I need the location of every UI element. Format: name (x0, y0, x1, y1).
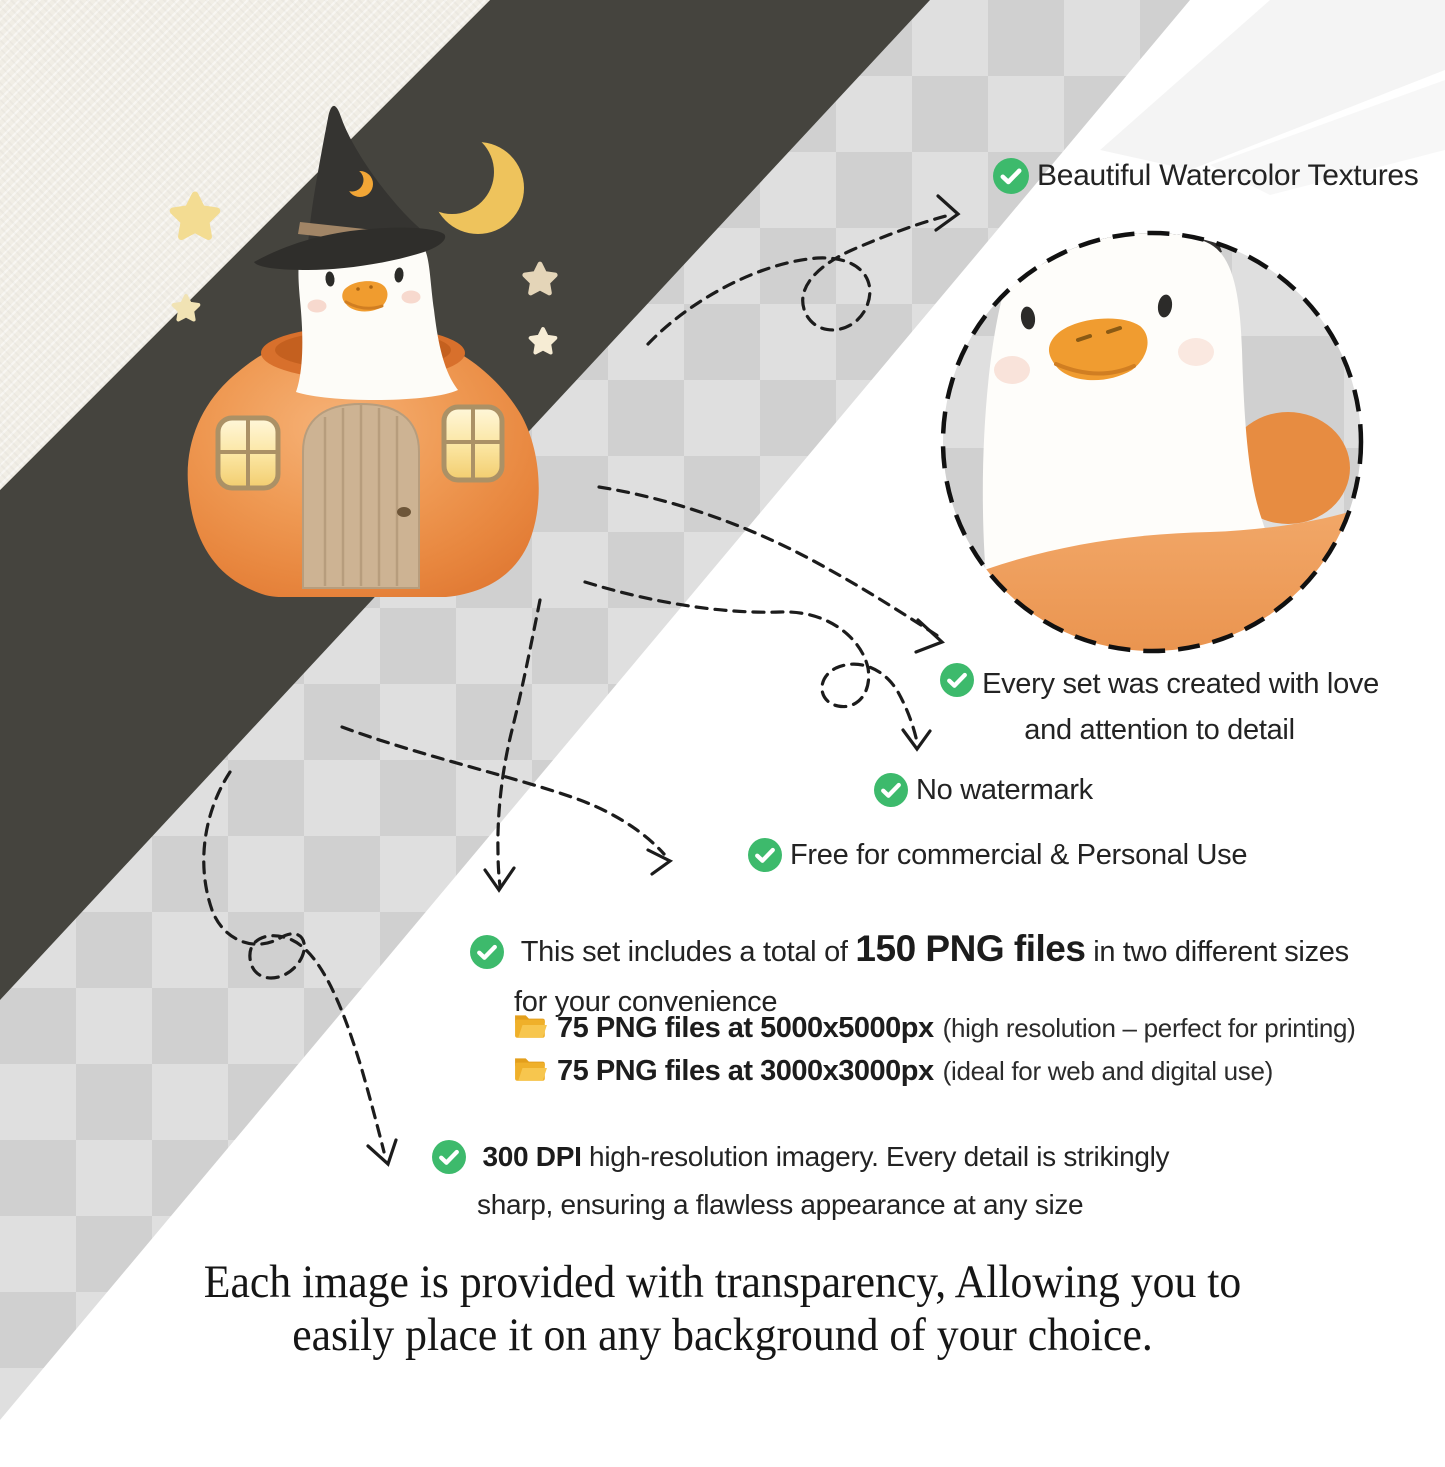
arrow-to-dpi (204, 772, 396, 1164)
dpi-rest: high-resolution imagery. Every detail is strikingly (581, 1141, 1170, 1172)
pumpkin-door (303, 404, 419, 588)
dpi-line2: sharp, ensuring a flawless appearance at any size (477, 1189, 1084, 1220)
arrow-to-textures (648, 196, 958, 344)
includes-line2: for your convenience (514, 986, 778, 1018)
includes-prefix: This set includes a total of (520, 936, 856, 968)
file-size-row (514, 1055, 1273, 1088)
zoom-detail-circle (935, 225, 1378, 707)
includes-suffix: in two different sizes (1085, 936, 1349, 968)
includes-line1 (470, 928, 1349, 977)
feature-label: Free for commercial & Personal Use (790, 838, 1248, 871)
feature-no-watermark (874, 773, 1093, 807)
folder-icon (514, 1012, 548, 1045)
crescent-moon-icon (432, 142, 524, 234)
file-size-note: (high resolution – perfect for printing) (942, 1013, 1356, 1043)
arrow-to-love (599, 487, 942, 652)
arrow-to-includes (485, 600, 540, 890)
feature-label-line1: Every set was created with love (982, 667, 1379, 700)
feature-label: Beautiful Watercolor Textures (1037, 159, 1419, 192)
transparency-note-line2: easily place it on any background of your choice. (292, 1308, 1153, 1361)
file-size-row (514, 1012, 1356, 1045)
file-size-bold: 75 PNG files at 3000x3000px (557, 1055, 934, 1087)
check-icon (432, 1149, 473, 1180)
pumpkin-duck-illustration (173, 106, 555, 597)
arrow-to-watermark (585, 582, 930, 749)
transparency-note (51, 1256, 1395, 1361)
file-size-note: (ideal for web and digital use) (942, 1056, 1273, 1086)
feature-label-line2: and attention to detail (1024, 714, 1295, 746)
check-icon (993, 158, 1029, 194)
file-size-bold: 75 PNG files at 5000x5000px (557, 1012, 934, 1044)
check-icon (748, 838, 782, 872)
door-knob (397, 507, 411, 517)
check-icon (874, 773, 908, 807)
feature-label: No watermark (916, 773, 1093, 806)
dpi-bold: 300 DPI (482, 1141, 582, 1172)
feature-free-use (748, 838, 1247, 872)
feature-watercolor-textures (993, 158, 1418, 194)
dpi-line1 (432, 1140, 1169, 1181)
witch-hat (254, 106, 445, 270)
includes-block (470, 928, 1349, 1019)
check-icon (470, 944, 512, 976)
feature-made-with-love (922, 663, 1397, 747)
check-icon (940, 663, 974, 705)
arrow-to-free (342, 727, 670, 874)
transparency-note-line1: Each image is provided with transparency, Allowing you to (203, 1256, 1242, 1308)
folder-icon (514, 1055, 548, 1088)
includes-highlight: 150 PNG files (855, 928, 1086, 969)
dpi-block (432, 1140, 1169, 1221)
